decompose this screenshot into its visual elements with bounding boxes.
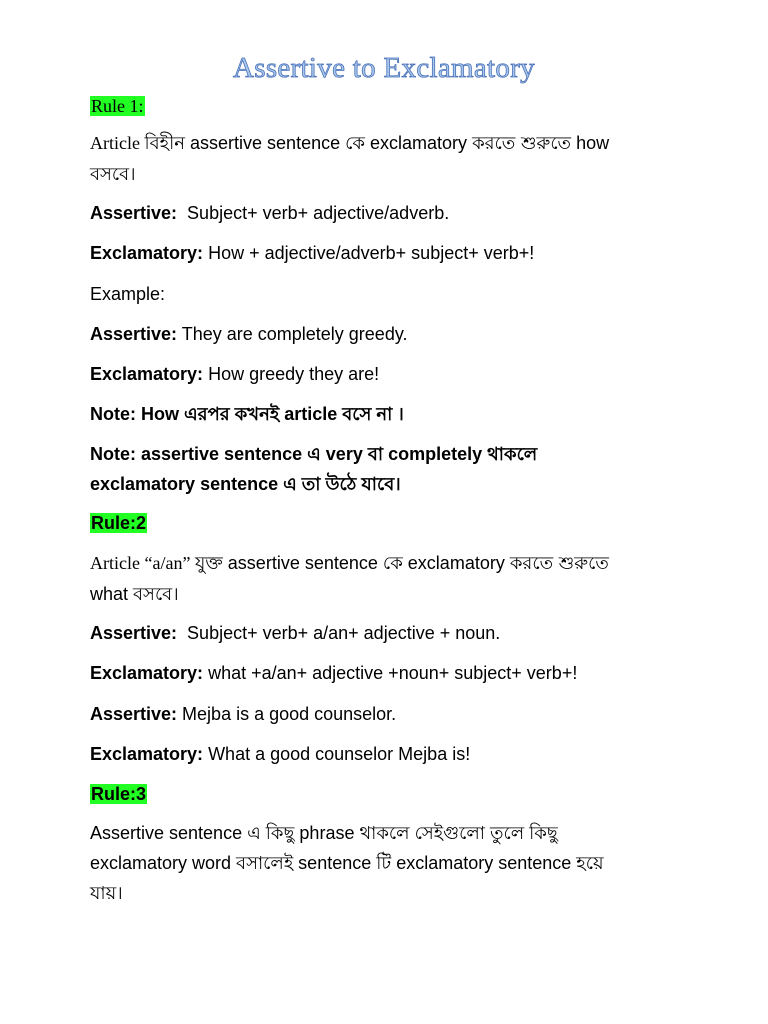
rule2-assertive-label: Assertive: — [90, 623, 178, 643]
rule3-line2: exclamatory word বসালেই sentence টি exclamatory sentence হয়ে — [90, 853, 604, 873]
rule3-heading — [90, 779, 147, 809]
rule2-desc-e: exclamatory — [402, 553, 510, 573]
rule1-ex-exclamatory-text: How greedy they are! — [203, 364, 380, 384]
rule1-desc-f: করতে শুরুতে — [472, 133, 572, 154]
rule1-ex-assertive-label: Assertive: — [90, 324, 178, 344]
rule2-assertive-formula — [90, 618, 500, 648]
rule1-exclamatory-formula — [90, 238, 534, 268]
rule2-desc-line2b: বসবে। — [133, 584, 179, 605]
rule2-heading-text: Rule:2 — [91, 513, 147, 533]
rule2-ex-assertive-label: Assertive: — [90, 704, 178, 724]
rule2-desc-d: কে — [382, 553, 403, 574]
rule1-note2-line2: exclamatory sentence এ তা উঠে যাবে। — [90, 474, 401, 494]
rule3-heading-text: Rule:3 — [91, 784, 147, 804]
rule3-line3: যায়। — [90, 883, 123, 903]
rule1-exclamatory-text: How + adjective/adverb+ subject+ verb+! — [203, 243, 535, 263]
rule1-desc-e: exclamatory — [365, 133, 473, 153]
rule1-note1-text: Note: How এরপর কখনই article বসে না । — [90, 404, 404, 424]
rule1-exclamatory-label: Exclamatory: — [90, 243, 204, 263]
rule1-note2 — [90, 439, 537, 499]
rule1-heading-text: Rule 1: — [91, 96, 144, 116]
rule1-note2-line1: Note: assertive sentence এ very বা completely থাকলে — [90, 444, 538, 464]
rule1-desc-line2: বসবে। — [90, 164, 136, 185]
rule1-desc-g: how — [571, 133, 610, 153]
rule2-desc-a: Article “a/an” — [90, 553, 195, 573]
rule1-heading — [90, 91, 145, 121]
rule2-assertive-text: Subject+ verb+ a/an+ adjective + noun. — [177, 623, 501, 643]
rule1-example-label: Example: — [90, 284, 166, 304]
rule2-description — [90, 548, 609, 610]
rule1-assertive-label: Assertive: — [90, 203, 178, 223]
rule1-desc-a: Article — [90, 133, 145, 153]
rule2-exclamatory-formula — [90, 658, 577, 688]
rule2-desc-b: যুক্ত — [194, 553, 223, 574]
rule1-example-assertive — [90, 319, 408, 349]
rule2-desc-f: করতে শুরুতে — [509, 553, 609, 574]
rule2-desc-c: assertive sentence — [222, 553, 383, 573]
page-title: Assertive to Exclamatory — [233, 52, 535, 84]
rule1-ex-assertive-text: They are completely greedy. — [177, 324, 408, 344]
rule1-desc-d: কে — [345, 133, 366, 154]
rule1-assertive-formula — [90, 198, 449, 228]
rule3-description — [90, 818, 710, 908]
rule2-ex-assertive-text: Mejba is a good counselor. — [177, 704, 397, 724]
rule1-ex-exclamatory-label: Exclamatory: — [90, 364, 204, 384]
rule2-heading — [90, 508, 147, 538]
rule2-example-assertive — [90, 699, 396, 729]
rule2-exclamatory-label: Exclamatory: — [90, 663, 204, 683]
rule2-example-exclamatory — [90, 739, 470, 769]
rule1-desc-b: বিহীন — [144, 133, 186, 154]
rule2-desc-line2a: what — [90, 584, 134, 604]
rule1-description — [90, 128, 609, 190]
rule1-example-exclamatory — [90, 359, 379, 389]
rule1-desc-c: assertive sentence — [185, 133, 346, 153]
rule2-ex-exclamatory-text: What a good counselor Mejba is! — [203, 744, 471, 764]
rule3-line1: Assertive sentence এ কিছু phrase থাকলে সেইগুলো তুলে কিছু — [90, 823, 558, 843]
rule1-assertive-text: Subject+ verb+ adjective/adverb. — [177, 203, 450, 223]
rule1-note1 — [90, 399, 404, 429]
rule2-ex-exclamatory-label: Exclamatory: — [90, 744, 204, 764]
rule2-exclamatory-text: what +a/an+ adjective +noun+ subject+ verb+! — [203, 663, 578, 683]
